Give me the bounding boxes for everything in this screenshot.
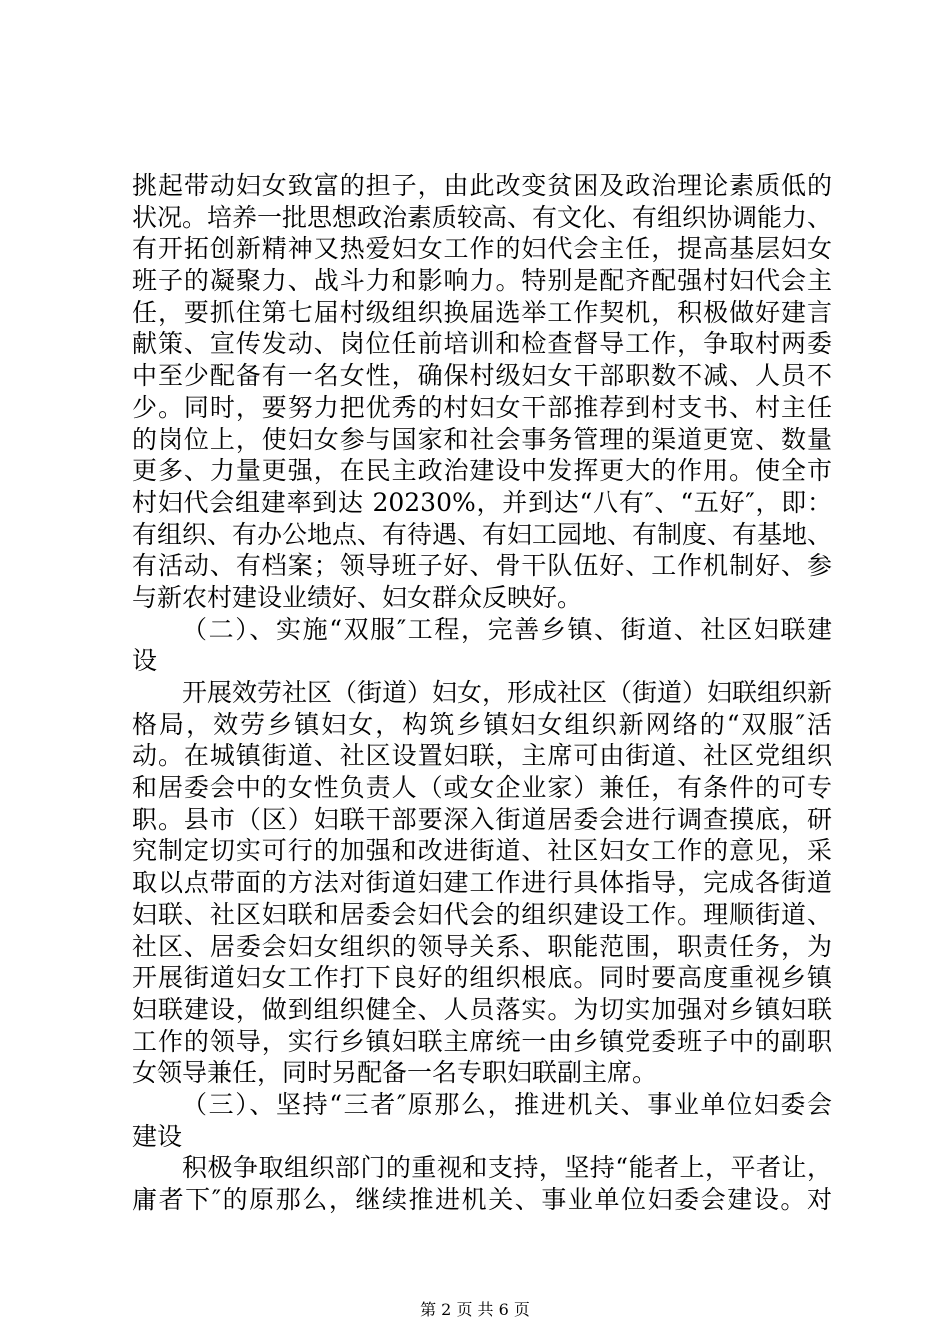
body-line: 献策、宣传发动、岗位任前培训和检查督导工作，争取村两委	[132, 329, 832, 359]
section-heading: （三）、坚持“三者″原那么，推进机关、事业单位妇委会	[182, 1089, 832, 1119]
body-line: 的岗位上，使妇女参与国家和社会事务管理的渠道更宽、数量	[132, 424, 832, 454]
body-line: 状况。培养一批思想政治素质较高、有文化、有组织协调能力、	[132, 202, 833, 232]
body-line: 任，要抓住第七届村级组织换届选举工作契机，积极做好建言	[132, 297, 832, 327]
body-line: 班子的凝聚力、战斗力和影响力。特别是配齐配强村妇代会主	[132, 266, 832, 296]
document-body	[132, 170, 832, 1216]
body-line: 积极争取组织部门的重视和支持，坚持“能者上，平者让，	[182, 1153, 832, 1183]
body-line: 挑起带动妇女致富的担子，由此改变贫困及政治理论素质低的	[132, 171, 832, 200]
body-line: 取以点带面的方法对街道妇建工作进行具体指导，完成各街道	[132, 868, 832, 898]
body-line: 有活动、有档案；领导班子好、骨干队伍好、工作机制好、参	[132, 551, 832, 581]
body-line: 妇联、社区妇联和居委会妇代会的组织建设工作。理顺街道、	[132, 899, 832, 929]
body-line: 女领导兼任，同时另配备一名专职妇联副主席。	[132, 1058, 658, 1088]
body-line: 社区、居委会妇女组织的领导关系、职能范围，职责任务，为	[132, 931, 832, 961]
section-heading: 建设	[132, 1121, 183, 1151]
body-line: 村妇代会组建率到达 20230%，并到达“八有″、“五好″，即：	[132, 487, 832, 517]
body-line: 妇联建设，做到组织健全、人员落实。为切实加强对乡镇妇联	[132, 994, 832, 1024]
body-line: 究制定切实可行的加强和改进街道、社区妇女工作的意见，采	[132, 836, 832, 866]
body-line: 开展效劳社区（街道）妇女，形成社区（街道）妇联组织新	[182, 678, 833, 707]
body-line: 动。在城镇街道、社区设置妇联，主席可由街道、社区党组织	[132, 741, 832, 771]
body-line: 和居委会中的女性负责人（或女企业家）兼任，有条件的可专	[132, 773, 832, 803]
body-line: 职。县市（区）妇联干部要深入街道居委会进行调查摸底，研	[132, 804, 832, 834]
body-line: 少。同时，要努力把优秀的村妇女干部推荐到村支书、村主任	[132, 392, 832, 422]
body-line: 庸者下″的原那么，继续推进机关、事业单位妇委会建设。对	[132, 1185, 832, 1214]
body-line: 开展街道妇女工作打下良好的组织根底。同时要高度重视乡镇	[132, 963, 832, 993]
body-line: 工作的领导，实行乡镇妇联主席统一由乡镇党委班子中的副职	[132, 1026, 832, 1056]
page-number: 第 2 页 共 6 页	[420, 1300, 530, 1319]
body-line: 格局，效劳乡镇妇女，构筑乡镇妇女组织新网络的“双服″活	[132, 709, 832, 739]
section-heading: （二）、实施“双服″工程，完善乡镇、街道、社区妇联建	[182, 614, 832, 644]
body-line: 与新农村建设业绩好、妇女群众反映好。	[132, 582, 583, 612]
body-line: 有组织、有办公地点、有待遇、有妇工园地、有制度、有基地、	[132, 519, 833, 549]
body-line: 中至少配备有一名女性，确保村级妇女干部职数不减、人员不	[132, 361, 832, 391]
body-line: 更多、力量更强，在民主政治建设中发挥更大的作用。使全市	[132, 456, 832, 486]
section-heading: 设	[132, 646, 158, 676]
body-line: 有开拓创新精神又热爱妇女工作的妇代会主任，提高基层妇女	[132, 234, 832, 264]
